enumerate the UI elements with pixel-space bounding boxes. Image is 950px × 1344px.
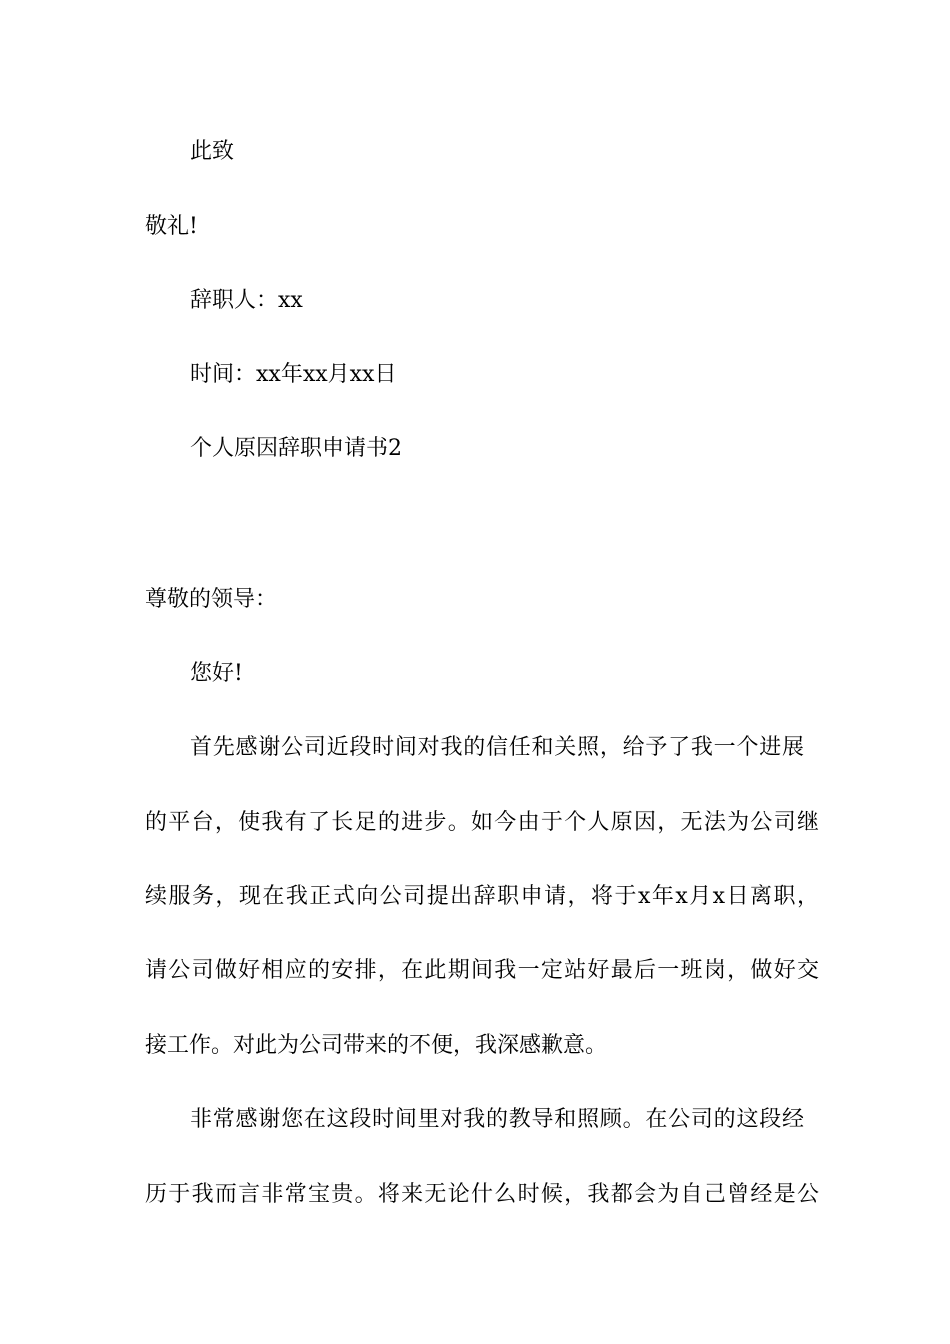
paragraph-line: 历于我而言非常宝贵。将来无论什么时候，我都会为自己曾经是公 bbox=[145, 1182, 819, 1207]
paragraph-line: 续服务，现在我正式向公司提出辞职申请，将于x年x月x日离职， bbox=[145, 884, 819, 909]
paragraph-line: 首先感谢公司近段时间对我的信任和关照，给予了我一个进展 bbox=[190, 735, 804, 760]
closing-phrase: 此致 bbox=[190, 139, 235, 164]
paragraph-line: 接工作。对此为公司带来的不便，我深感歉意。 bbox=[145, 1033, 608, 1058]
hello-line: 您好! bbox=[190, 661, 243, 686]
paragraph-line: 非常感谢您在这段时间里对我的教导和照顾。在公司的这段经 bbox=[190, 1107, 804, 1132]
greeting: 尊敬的领导： bbox=[145, 587, 278, 612]
paragraph-line: 的平台，使我有了长足的进步。如今由于个人原因，无法为公司继 bbox=[145, 810, 819, 835]
closing-regards: 敬礼! bbox=[145, 214, 198, 239]
date-line: 时间：xx年xx月xx日 bbox=[190, 362, 397, 387]
letter-title: 个人原因辞职申请书2 bbox=[190, 436, 402, 461]
signer-line: 辞职人：xx bbox=[190, 288, 303, 313]
paragraph-line: 请公司做好相应的安排，在此期间我一定站好最后一班岗，做好交 bbox=[145, 958, 819, 983]
